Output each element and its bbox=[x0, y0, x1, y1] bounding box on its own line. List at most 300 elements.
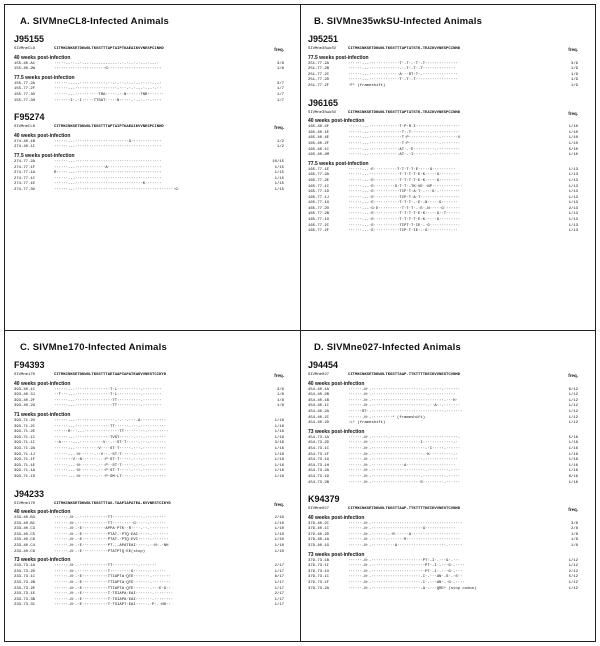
reference-row bbox=[10, 125, 288, 131]
clone-frequency: 1/8 bbox=[276, 67, 284, 72]
clone-id: 454-40.2D bbox=[308, 421, 330, 426]
clone-sequence: ······---·E···········TIPT·T·IE·-·G············· bbox=[348, 223, 461, 228]
clone-sequence: ······-N·-·············TT···········-······· bbox=[54, 564, 157, 569]
group-spacer bbox=[304, 90, 582, 94]
clone-frequency: 5/16 bbox=[568, 435, 578, 440]
panel-title: A. SIVMneCL8-Infected Animals bbox=[20, 16, 170, 27]
timepoint-label: 77.5 weeks post-infection bbox=[14, 74, 75, 81]
clone-sequence: ······-N·-·····················-I·-···AN·-S·-·S·· bbox=[348, 575, 463, 580]
freq-header: freq. bbox=[274, 47, 284, 52]
clone-id: 379-40.1G bbox=[308, 544, 330, 549]
reference-row bbox=[304, 111, 582, 117]
clone-frequency: 10/15 bbox=[272, 159, 284, 164]
clone-id: 274-77.1E bbox=[14, 182, 36, 187]
clone-sequence: ······-N·-······················-·······-······· bbox=[348, 387, 461, 392]
panel-title: D. SIVMne027-Infected Animals bbox=[314, 342, 461, 353]
clone-frequency: 1/6 bbox=[276, 404, 284, 409]
clone-frequency: 1/12 bbox=[568, 409, 578, 414]
clone-frequency: 1/16 bbox=[274, 469, 284, 474]
clone-sequence: ······-N·-·····················S·········-······ bbox=[348, 480, 461, 485]
clone-row bbox=[304, 481, 582, 487]
clone-id: 454-40.1A bbox=[308, 387, 330, 392]
clone-id: 393-71.1E bbox=[14, 463, 36, 468]
clone-frequency: 1/2 bbox=[276, 139, 284, 144]
clone-sequence: ······-N·-······································· bbox=[348, 521, 463, 526]
clone-id: 379-73.1I bbox=[308, 564, 330, 569]
clone-id: 251-77.2B bbox=[308, 67, 330, 72]
group-spacer bbox=[304, 486, 582, 490]
clone-sequence: ······-N·-·········* (frameshift) bbox=[348, 415, 426, 420]
timepoint-label: 77.5 weeks post-infection bbox=[308, 54, 369, 61]
clone-frequency: 2/17 bbox=[274, 592, 284, 597]
clone-frequency: 2/8 bbox=[570, 527, 578, 532]
clone-frequency: 1/15 bbox=[274, 171, 284, 176]
clone-frequency: 1/15 bbox=[274, 182, 284, 187]
clone-frequency: 1/9 bbox=[570, 72, 578, 77]
clone-id: 165-40.1C bbox=[308, 147, 330, 152]
clone-sequence: ······---····································· bbox=[54, 176, 162, 181]
clone-frequency: 1/7 bbox=[276, 98, 284, 103]
clone-sequence: ······---·E···········T·T·T·T·E·K·····G········· bbox=[348, 218, 461, 223]
freq-header: freq. bbox=[568, 47, 578, 52]
clone-id: 379-40.2D bbox=[308, 532, 330, 537]
clone-id: 165-40.2F bbox=[308, 141, 330, 146]
clone-row bbox=[304, 587, 582, 593]
clone-id: 155-77.3H bbox=[14, 98, 36, 103]
timepoint-label: 73 weeks post-infection bbox=[308, 428, 365, 435]
clone-id: 233-73.2E bbox=[14, 586, 36, 591]
clone-sequence: ······-N·-·······················-·········-···· bbox=[348, 469, 461, 474]
clone-id: 165-77.2C bbox=[308, 223, 330, 228]
clone-sequence: ······---··············T·P·············-·······V bbox=[348, 136, 461, 141]
clone-sequence: ··T···---···············T·L··········-········ bbox=[54, 393, 162, 398]
clone-frequency: 1/16 bbox=[274, 418, 284, 423]
reference-name: SIVMne170 bbox=[14, 501, 36, 506]
clone-id: 155-40.A1 bbox=[14, 61, 36, 66]
clone-sequence: ······---·E···········T·T·T·T·E·K·····G··T······ bbox=[348, 212, 461, 217]
clone-frequency: 1/12 bbox=[568, 558, 578, 563]
animal-id: F95274 bbox=[14, 112, 45, 123]
clone-sequence: ······-N·-·······························-···H· bbox=[348, 398, 458, 403]
clone-sequence: ······-N·-······················-·K··········-· bbox=[348, 452, 458, 457]
clone-frequency: 2/17 bbox=[274, 564, 284, 569]
clone-frequency: 1/17 bbox=[274, 586, 284, 591]
clone-sequence: ······-N·-·····················I·············-· bbox=[348, 441, 458, 446]
clone-frequency: 5/10 bbox=[568, 147, 578, 152]
clone-row bbox=[304, 153, 582, 159]
clone-id: 233-73.3B bbox=[14, 597, 36, 602]
clone-id: 155-77.2F bbox=[14, 87, 36, 92]
clone-sequence: ······---·············AT·-·E·········-·········· bbox=[348, 147, 461, 152]
clone-id: 251-77.2F bbox=[308, 83, 330, 88]
clone-id: 165-77.2A bbox=[308, 173, 330, 178]
clone-frequency: 1/17 bbox=[274, 569, 284, 574]
clone-id: 379-73.1B bbox=[308, 558, 330, 563]
clone-id: 233-73.2D bbox=[14, 569, 36, 574]
reference-row bbox=[304, 47, 582, 53]
clone-sequence: ······---·N·······-···P·SM·LT·····-···-········· bbox=[54, 474, 167, 479]
clone-frequency: 1/16 bbox=[568, 463, 578, 468]
clone-id: 165-77.1G bbox=[308, 201, 330, 206]
clone-id: 233-40.C6 bbox=[14, 549, 36, 554]
clone-id: 393-40.2G bbox=[14, 404, 36, 409]
reference-sequence: CITMKCNKSETDKWGLTKSSTTTAPTAIPTKAEAIKVVNESPCINHD bbox=[54, 125, 164, 130]
clone-sequence: ······-N·-·E···········PTAT-·PTQ·EAI·····-······· bbox=[54, 532, 169, 537]
clone-id: 379-73.1O bbox=[308, 569, 330, 574]
clone-frequency: 2/13 bbox=[568, 206, 578, 211]
clone-sequence: ······---··············T·-T········-············ bbox=[348, 130, 461, 135]
clone-sequence: ······-N·-··············A····················· bbox=[348, 463, 456, 468]
clone-frequency: 3/16 bbox=[274, 441, 284, 446]
clone-sequence: ······---················TT··········-········ bbox=[54, 404, 162, 409]
clone-sequence: ······---·············T·-T·-T·················· bbox=[348, 78, 458, 83]
clone-id: 233-73.1E bbox=[14, 592, 36, 597]
clone-sequence: ······-N·-·E···········TTIAPTA·QTE·······-···E·G·· bbox=[54, 586, 171, 591]
clone-id: 393-71.1F bbox=[14, 458, 36, 463]
animal-id: J94233 bbox=[14, 488, 45, 499]
clone-sequence: ······---···············TT······-···-··········· bbox=[54, 424, 167, 429]
clone-sequence: ······---·E···········T·T·T·-·E·-N·····G······· bbox=[348, 201, 458, 206]
clone-sequence: ········V··N·······-··P·ST·T·····-···-·········· bbox=[54, 458, 167, 463]
clone-frequency: 1/10 bbox=[568, 141, 578, 146]
clone-id: 233-73.1A bbox=[14, 564, 36, 569]
clone-id: 165-77.2E bbox=[308, 178, 330, 183]
clone-sequence: ······-N·-·E···········T·TSIAPA·EAI·······-········ bbox=[54, 592, 174, 597]
clone-sequence: ······---··········TRA·····-··N······TNR······· bbox=[54, 92, 164, 97]
clone-sequence: ······---·E··········T·T·T·T·E·····G·········· bbox=[348, 167, 456, 172]
clone-sequence: ······---···············T·L··········-········ bbox=[54, 387, 162, 392]
clone-row bbox=[10, 99, 288, 105]
clone-frequency: 1/16 bbox=[568, 441, 578, 446]
reference-row bbox=[10, 47, 288, 53]
panel-d bbox=[304, 334, 582, 636]
clone-id: 155-40.2W bbox=[14, 67, 36, 72]
clone-id: 454-73.1F bbox=[308, 452, 330, 457]
clone-sequence: ······---·E···········T·T·T·T·E·K·····G········· bbox=[348, 178, 461, 183]
clone-frequency: 3/8 bbox=[276, 61, 284, 66]
clone-sequence: ·····--··--·---·-----------·-·-·--·-·---·---· bbox=[54, 61, 160, 66]
clone-frequency: 1/6 bbox=[276, 398, 284, 403]
group-spacer bbox=[10, 104, 288, 108]
clone-frequency: 1/16 bbox=[274, 463, 284, 468]
clone-sequence: ······-N·-·············TT·············-········· bbox=[54, 516, 167, 521]
clone-frequency: 1/7 bbox=[276, 87, 284, 92]
reference-row bbox=[10, 502, 288, 508]
clone-id: 233-73.1C bbox=[14, 575, 36, 580]
clone-sequence: ······-N·-·······-·R······A····················· bbox=[348, 532, 461, 537]
clone-id: 274-40.1I bbox=[14, 145, 36, 150]
clone-id: 393-71.1D bbox=[14, 474, 36, 479]
clone-sequence: ······-----···········-··-·-··-·--·--··-··---· bbox=[54, 81, 162, 86]
clone-frequency: 1/10 bbox=[274, 532, 284, 537]
clone-id: 454-73.2B bbox=[308, 480, 330, 485]
clone-id: 251-77.2D bbox=[308, 78, 330, 83]
clone-id: 454-73.1D bbox=[308, 474, 330, 479]
animal-id: J96165 bbox=[308, 97, 339, 108]
clone-id: 393-71.2C bbox=[14, 424, 36, 429]
clone-id: 379-73.1F bbox=[308, 581, 330, 586]
clone-id: 274-77.1C bbox=[14, 176, 36, 181]
freq-header: freq. bbox=[568, 110, 578, 116]
clone-frequency: 1/16 bbox=[274, 424, 284, 429]
clone-frequency: 1/10 bbox=[274, 549, 284, 554]
reference-sequence: CITMKCNKSETDKWGLTKSSTTAAP-TTKTTTTKEIKVVNESTCVNHD bbox=[348, 373, 461, 377]
reference-row bbox=[304, 507, 582, 513]
clone-id: 393-71.1J bbox=[14, 452, 36, 457]
clone-id: 233-40.B1 bbox=[14, 521, 36, 526]
clone-id: 454-73.1A bbox=[308, 435, 330, 440]
clone-sequence: ······-N·-·············TT·········G·····-······· bbox=[54, 521, 167, 526]
animal-id: J94454 bbox=[308, 360, 339, 370]
clone-row bbox=[10, 550, 288, 556]
clone-id: 454-73.1G bbox=[308, 458, 330, 463]
clone-sequence: ······-N·-·E··········APPA·PTK··R····-··-········ bbox=[54, 527, 169, 532]
clone-frequency: 1/16 bbox=[274, 452, 284, 457]
clone-sequence: ······---·················-·-··-···-A··········· bbox=[54, 418, 167, 423]
clone-sequence: ······-N·-·E···········T·TSIAPT·EAI·····-·P·-·NH·· bbox=[54, 603, 171, 608]
timepoint-label: 40 weeks post-infection bbox=[14, 509, 71, 516]
clone-sequence: ······RT·-·······························-······· bbox=[348, 409, 463, 414]
reference-row bbox=[304, 373, 582, 379]
clone-id: 274-77.2A bbox=[14, 159, 36, 164]
clone-sequence: ······---·············A······················· bbox=[54, 165, 162, 170]
clone-frequency: 1/13 bbox=[568, 195, 578, 200]
clone-frequency: 1/16 bbox=[274, 474, 284, 479]
clone-frequency: 1/13 bbox=[568, 173, 578, 178]
clone-id: 155-77.3O bbox=[14, 92, 36, 97]
clone-id: 454-73.1C bbox=[308, 446, 330, 451]
clone-frequency: 1/16 bbox=[274, 430, 284, 435]
clone-sequence: ······-N·-························-··A··-······· bbox=[348, 404, 461, 409]
clone-sequence: ······-N·-·············T·········G······-······· bbox=[54, 569, 167, 574]
clone-sequence: ······---·············T·P·R·I··················· bbox=[348, 125, 461, 130]
clone-frequency: 1/12 bbox=[568, 581, 578, 586]
animal-id: K94379 bbox=[308, 494, 340, 505]
clone-row bbox=[10, 404, 288, 410]
timepoint-label: 40 weeks post-infection bbox=[308, 118, 365, 125]
clone-sequence: ······---·············A···RT·T·-··············· bbox=[348, 72, 458, 77]
reference-name: SIVMne35wkSU bbox=[308, 110, 337, 115]
clone-frequency: 1/10 bbox=[274, 521, 284, 526]
timepoint-label: 40 weeks post-infection bbox=[308, 514, 365, 521]
clone-frequency: 1/12 bbox=[568, 415, 578, 420]
clone-frequency: 1/16 bbox=[274, 435, 284, 440]
clone-frequency: 1/12 bbox=[568, 421, 578, 426]
clone-row bbox=[304, 544, 582, 550]
reference-name: SIVMne170 bbox=[14, 373, 36, 377]
reference-name: SIVMne35wkSU bbox=[308, 47, 337, 51]
panel-title: B. SIVMne35wkSU-Infected Animals bbox=[314, 16, 483, 27]
clone-sequence: ······-N·-·····················-I·-···AN·-·G·-···· bbox=[348, 581, 465, 586]
animal-id: J95155 bbox=[14, 34, 45, 44]
clone-id: 274-77.1A bbox=[14, 171, 36, 176]
group-spacer bbox=[10, 481, 288, 485]
clone-frequency: 1/13 bbox=[568, 201, 578, 206]
clone-frequency: 1/13 bbox=[568, 184, 578, 189]
clone-id: 165-77.1D bbox=[308, 190, 330, 195]
clone-frequency: 6/16 bbox=[568, 474, 578, 479]
clone-row bbox=[304, 421, 582, 427]
clone-frequency: 1/10 bbox=[568, 136, 578, 141]
clone-frequency: 1/13 bbox=[568, 223, 578, 228]
clone-frequency: 1/10 bbox=[568, 153, 578, 158]
clone-frequency: 1/16 bbox=[274, 458, 284, 463]
clone-frequency: 1/2 bbox=[276, 145, 284, 150]
clone-frequency: 3/8 bbox=[570, 521, 578, 526]
clone-frequency: 1/15 bbox=[274, 165, 284, 170]
clone-frequency: 1/13 bbox=[568, 167, 578, 172]
clone-frequency: 1/10 bbox=[274, 544, 284, 549]
freq-header: freq. bbox=[274, 125, 284, 131]
clone-id: 233-40.C5 bbox=[14, 532, 36, 537]
clone-sequence: ······-N·-··········A·····················-······ bbox=[348, 544, 463, 549]
clone-frequency: 1/13 bbox=[568, 229, 578, 234]
clone-frequency: 5/12 bbox=[568, 575, 578, 580]
clone-row bbox=[10, 603, 288, 609]
clone-sequence: ······-N·-·······················-·I·····-······ bbox=[348, 446, 461, 451]
clone-frequency: 1/15 bbox=[274, 176, 284, 181]
reference-sequence: CITMKCNKSETDKWGLTKSSTTTAPTAIPTKAEAIKVVNESPCINHD bbox=[54, 47, 164, 51]
clone-frequency: 1/7 bbox=[276, 92, 284, 97]
clone-frequency: 1/16 bbox=[568, 458, 578, 463]
clone-sequence: ······-N·-·······-·····························- bbox=[348, 435, 461, 440]
clone-frequency: 1/17 bbox=[274, 581, 284, 586]
reference-row bbox=[10, 373, 288, 379]
clone-id: 393-71.2A bbox=[14, 446, 36, 451]
clone-id: 393-40.3J bbox=[14, 393, 36, 398]
clone-id: 165-77.2B bbox=[308, 212, 330, 217]
clone-frequency: 1/15 bbox=[274, 187, 284, 192]
clone-frequency: 1/12 bbox=[568, 564, 578, 569]
clone-id: 393-71.1I bbox=[14, 441, 36, 446]
clone-id: 251-77.2C bbox=[308, 72, 330, 77]
clone-frequency: 2/12 bbox=[568, 569, 578, 574]
clone-id: 454-40.1B bbox=[308, 398, 330, 403]
freq-header: freq. bbox=[568, 373, 578, 378]
clone-sequence: ······-N·-·E···········PTAT-·PTQ·EVI·····-······· bbox=[54, 538, 169, 543]
reference-name: SIVMneCL8 bbox=[14, 125, 36, 130]
clone-sequence: ······-N·-·E···········T·TSIAPA·EAI·······-········ bbox=[54, 597, 174, 602]
clone-frequency: 1/12 bbox=[568, 393, 578, 398]
clone-id: 251-77.2A bbox=[308, 61, 330, 66]
clone-id: 379-40.1C bbox=[308, 527, 330, 532]
clone-row bbox=[304, 229, 582, 235]
clone-frequency: 1/13 bbox=[568, 178, 578, 183]
clone-sequence: ······---·····························K······· bbox=[54, 182, 162, 187]
clone-frequency: 3/9 bbox=[570, 61, 578, 66]
clone-id: 155-77.2A bbox=[14, 81, 36, 86]
clone-id: 393-71.2O bbox=[14, 418, 36, 423]
clone-frequency: 8/17 bbox=[274, 575, 284, 580]
reference-sequence: CITMKCNKSETDKWGLTKSSTTTAETAAPIAPATEAKVVNESTCIKYD bbox=[54, 373, 167, 377]
clone-sequence: ······-N·-·····················-A·-···QRE* (stop codon) bbox=[348, 586, 477, 591]
clone-sequence: ······-N·-······-·······R······················· bbox=[348, 538, 461, 543]
clone-frequency: 1/8 bbox=[570, 532, 578, 537]
clone-frequency: 1/13 bbox=[568, 218, 578, 223]
clone-frequency: 1/16 bbox=[274, 446, 284, 451]
clone-sequence: ······---·············AT·-·I·······-············ bbox=[348, 153, 461, 158]
clone-sequence: ······-N·-·······················PT·-I·-···G·-··· bbox=[348, 569, 463, 574]
clone-id: 165-77.1C bbox=[308, 184, 330, 189]
clone-id: 454-40.2C bbox=[308, 415, 330, 420]
clone-sequence: ······-N·-·E···········PT---APATEAI·····-··N·-·NH bbox=[54, 544, 169, 549]
clone-sequence: ······---····································· bbox=[54, 145, 162, 150]
clone-sequence: ······---··············T·P·············-········ bbox=[348, 141, 461, 146]
clone-id: 165-40.1E bbox=[308, 130, 330, 135]
clone-frequency: 1/17 bbox=[274, 597, 284, 602]
clone-frequency: 1/10 bbox=[568, 130, 578, 135]
clone-id: 165-77.1O bbox=[308, 218, 330, 223]
horizontal-divider bbox=[5, 330, 595, 331]
clone-sequence: ······---·······················G············· bbox=[54, 139, 162, 144]
clone-sequence: ······---··················-···-·-·---·---·-·· bbox=[54, 87, 162, 92]
clone-id: 393-40.2F bbox=[14, 398, 36, 403]
clone-id: 393-40.1C bbox=[14, 387, 36, 392]
clone-id: 274-40.1B bbox=[14, 139, 36, 144]
clone-sequence: ······---···············TVST······-···-········· bbox=[54, 435, 167, 440]
clone-sequence: ······---··········V····ST·T·····-···-·········· bbox=[54, 446, 167, 451]
clone-row bbox=[10, 67, 288, 73]
clone-sequence: ······---·E·········S·T·T·-TK·VE··NP············· bbox=[348, 184, 463, 189]
clone-sequence: ······---·E···········TIP·T·IE·-·G············· bbox=[348, 229, 458, 234]
panel-a bbox=[10, 8, 288, 320]
clone-id: 274-77.3O bbox=[14, 187, 36, 192]
animal-id: J95251 bbox=[308, 34, 339, 44]
clone-sequence: ··A·····---··········V··-··ST·T·····-···-······· bbox=[54, 441, 167, 446]
clone-sequence: ······---·············-·-T·-T·-T·············· bbox=[348, 67, 456, 72]
clone-frequency: 1/8 bbox=[570, 538, 578, 543]
clone-frequency: 1/6 bbox=[276, 393, 284, 398]
freq-header: freq. bbox=[274, 373, 284, 378]
clone-frequency: 1/12 bbox=[568, 586, 578, 591]
clone-sequence: ······-N·-·····················-··········-····· bbox=[348, 474, 461, 479]
timepoint-label: 77.5 weeks post-infection bbox=[308, 160, 369, 167]
clone-id: 233-73.3C bbox=[14, 603, 36, 608]
clone-id: 233-40.C4 bbox=[14, 544, 36, 549]
panel-b bbox=[304, 8, 582, 320]
timepoint-label: 73 weeks post-infection bbox=[14, 557, 71, 564]
clone-id: 454-73.1H bbox=[308, 463, 330, 468]
clone-id: 165-40.4M bbox=[308, 153, 330, 158]
clone-sequence: ······-N·-······················-·············· bbox=[348, 458, 458, 463]
clone-sequence: ······---·E···········TIP·T·A·T················· bbox=[348, 195, 461, 200]
clone-id: 233-40.B3 bbox=[14, 516, 36, 521]
clone-frequency: 1/16 bbox=[568, 469, 578, 474]
clone-frequency: 1/12 bbox=[568, 398, 578, 403]
clone-sequence: ······---·G·E··········T·T·T·-·E·-N·····G······· bbox=[348, 206, 461, 211]
timepoint-label: 40 weeks post-infection bbox=[308, 380, 365, 387]
freq-header: freq. bbox=[568, 507, 578, 513]
clone-frequency: 2/10 bbox=[274, 516, 284, 521]
clone-sequence: ······---····································· bbox=[54, 159, 162, 164]
clone-sequence: R·····---····································· bbox=[54, 171, 162, 176]
reference-sequence: CITMKCNKSETDKWGLTKSSTTAAP-TTKTTTTKEIKVVNESTCVNHD bbox=[348, 507, 461, 512]
reference-name: SIVMne027 bbox=[308, 373, 330, 377]
reference-sequence: CITMKCNKSETDKWGLTKSSTTTAS-TAAPIAPATEA-KVVNESTCIKYD bbox=[54, 501, 171, 506]
clone-frequency: 1/16 bbox=[568, 446, 578, 451]
clone-id: 165-77.2F bbox=[308, 229, 330, 234]
clone-row bbox=[304, 84, 582, 90]
clone-row bbox=[10, 188, 288, 194]
clone-id: 393-71.1A bbox=[14, 469, 36, 474]
clone-frequency: 1/12 bbox=[568, 404, 578, 409]
clone-sequence: ······---·············T·T·T·T·E·K·····G········· bbox=[348, 173, 461, 178]
clone-id: 454-40.2A bbox=[308, 409, 330, 414]
clone-frequency: 1/16 bbox=[568, 452, 578, 457]
timepoint-label: 40 weeks post-infection bbox=[14, 54, 71, 61]
clone-frequency: 1/9 bbox=[570, 67, 578, 72]
clone-id: 165-77.1E bbox=[308, 167, 330, 172]
